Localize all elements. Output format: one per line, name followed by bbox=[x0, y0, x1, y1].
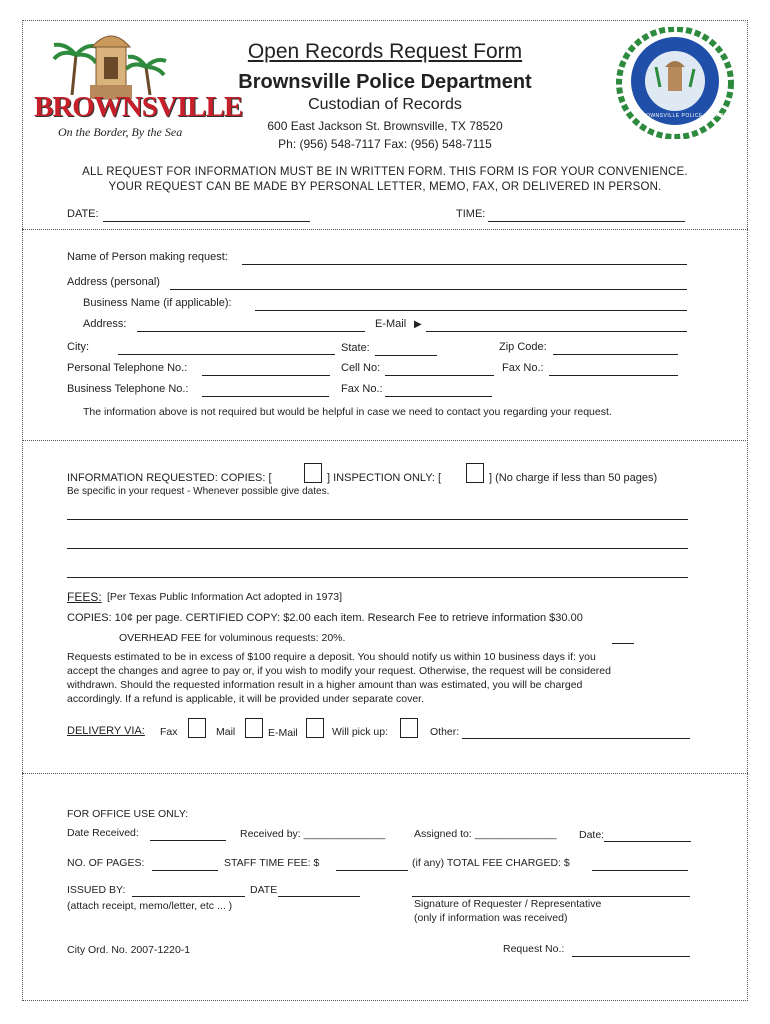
staff-fee-field[interactable] bbox=[336, 870, 408, 871]
office-date-label: Date: bbox=[579, 829, 605, 841]
personal-phone-label: Personal Telephone No.: bbox=[67, 362, 188, 374]
personal-address-label: Address (personal) bbox=[67, 276, 160, 288]
department-address: 600 East Jackson St. Brownsville, TX 78520 bbox=[267, 119, 503, 133]
personal-address-field[interactable] bbox=[170, 289, 687, 290]
info-requested-label-1: INFORMATION REQUESTED: COPIES: [ bbox=[67, 472, 272, 484]
pages-label: NO. OF PAGES: bbox=[67, 857, 145, 869]
business-address-field[interactable] bbox=[137, 331, 365, 332]
business-fax-field[interactable] bbox=[385, 396, 492, 397]
total-fee-field[interactable] bbox=[592, 870, 688, 871]
fees-paragraph-4: accordingly. If a refund is applicable, it will be provided under separate cover. bbox=[67, 693, 425, 705]
request-detail-line-2[interactable] bbox=[67, 548, 688, 549]
business-address-label: Address: bbox=[83, 318, 127, 330]
delivery-fax-label: Fax bbox=[160, 726, 178, 738]
received-by-label: Received by: ______________ bbox=[240, 828, 386, 840]
delivery-email-label: E-Mail bbox=[268, 727, 298, 739]
request-no-field[interactable] bbox=[572, 956, 690, 957]
request-detail-line-1[interactable] bbox=[67, 519, 688, 520]
copies-checkbox[interactable] bbox=[304, 463, 322, 483]
email-label: E-Mail bbox=[375, 318, 407, 330]
delivery-other-field[interactable] bbox=[462, 738, 690, 739]
signature-label: Signature of Requester / Representative bbox=[414, 898, 602, 910]
fees-paragraph-3: withdrawn. Should the requested information result in a higher amount than was estimated, you will be charged bbox=[67, 679, 583, 691]
requester-name-field[interactable] bbox=[242, 264, 687, 265]
state-field[interactable] bbox=[375, 355, 437, 356]
signature-note: (only if information was received) bbox=[414, 912, 568, 924]
date-label: DATE: bbox=[67, 208, 99, 220]
brownsville-logo bbox=[32, 25, 243, 143]
date-received-label: Date Received: bbox=[67, 827, 139, 839]
fees-paragraph-1: Requests estimated to be in excess of $100 require a deposit. You should notify us within 10 business days if: you bbox=[67, 651, 596, 663]
signature-field[interactable] bbox=[412, 896, 690, 897]
delivery-email-checkbox[interactable] bbox=[306, 718, 324, 738]
police-seal bbox=[616, 27, 744, 139]
fax-label: Fax No.: bbox=[502, 362, 544, 374]
issued-by-field[interactable] bbox=[132, 896, 245, 897]
issued-by-label: ISSUED BY: bbox=[67, 884, 126, 896]
business-fax-label: Fax No.: bbox=[341, 383, 383, 395]
request-detail-line-3[interactable] bbox=[67, 577, 688, 578]
logo-tagline: On the Border, By the Sea bbox=[58, 125, 183, 139]
inspection-checkbox[interactable] bbox=[466, 463, 484, 483]
date-received-field[interactable] bbox=[150, 840, 226, 841]
pages-field[interactable] bbox=[152, 870, 218, 871]
assigned-to-label: Assigned to: ______________ bbox=[414, 828, 557, 840]
delivery-pickup-checkbox[interactable] bbox=[400, 718, 418, 738]
cell-field[interactable] bbox=[385, 375, 494, 376]
info-requested-hint: Be specific in your request - Whenever possible give dates. bbox=[67, 486, 330, 497]
time-field[interactable] bbox=[488, 221, 685, 222]
issued-date-label: DATE bbox=[250, 884, 278, 896]
fees-paragraph-2: accept the changes and agree to pay or, if you wish to modify your request. Otherwise, the request will be considered bbox=[67, 665, 611, 677]
fees-overhead: OVERHEAD FEE for voluminous requests: 20%. bbox=[119, 632, 346, 644]
arrow-right-icon: ▶ bbox=[414, 319, 422, 330]
notice-line-2: YOUR REQUEST CAN BE MADE BY PERSONAL LETTER, MEMO, FAX, OR DELIVERED IN PERSON. bbox=[108, 181, 662, 193]
business-phone-label: Business Telephone No.: bbox=[67, 383, 189, 395]
city-label: City: bbox=[67, 341, 89, 353]
department-name: Brownsville Police Department bbox=[238, 71, 532, 93]
contact-note: The information above is not required but would be helpful in case we need to contact you regarding your request. bbox=[83, 406, 612, 418]
info-requested-label-3: ] (No charge if less than 50 pages) bbox=[489, 472, 658, 484]
delivery-mail-checkbox[interactable] bbox=[245, 718, 263, 738]
state-label: State: bbox=[341, 342, 370, 354]
office-use-heading: FOR OFFICE USE ONLY: bbox=[67, 808, 189, 820]
seal-text: BROWNSVILLE POLICE DEPARTMENT bbox=[638, 113, 744, 119]
date-field[interactable] bbox=[103, 221, 310, 222]
overhead-fee-field[interactable] bbox=[612, 643, 634, 644]
logo-city-name: BROWNSVILLE bbox=[34, 91, 243, 123]
custodian-title: Custodian of Records bbox=[308, 96, 462, 113]
fees-copies: COPIES: 10¢ per page. CERTIFIED COPY: $2.00 each item. Research Fee to retrieve information $30.00 bbox=[67, 612, 583, 624]
cell-label: Cell No: bbox=[341, 362, 381, 374]
personal-phone-field[interactable] bbox=[202, 375, 330, 376]
zip-field[interactable] bbox=[553, 354, 678, 355]
fees-act: [Per Texas Public Information Act adopted in 1973] bbox=[107, 591, 343, 603]
section-divider bbox=[22, 773, 748, 774]
department-phone: Ph: (956) 548-7117 Fax: (956) 548-7115 bbox=[278, 137, 492, 151]
issued-date-field[interactable] bbox=[278, 896, 360, 897]
staff-fee-label: STAFF TIME FEE: $ bbox=[224, 857, 320, 869]
business-phone-field[interactable] bbox=[202, 396, 329, 397]
section-divider bbox=[22, 440, 748, 441]
section-divider bbox=[22, 229, 748, 230]
fees-label: FEES: bbox=[67, 590, 102, 604]
zip-label: Zip Code: bbox=[499, 341, 547, 353]
email-field[interactable] bbox=[426, 331, 687, 332]
delivery-other-label: Other: bbox=[430, 726, 460, 738]
delivery-pickup-label: Will pick up: bbox=[332, 726, 389, 738]
fax-field[interactable] bbox=[549, 375, 678, 376]
notice-line-1: ALL REQUEST FOR INFORMATION MUST BE IN WRITTEN FORM. THIS FORM IS FOR YOUR CONVENIENCE. bbox=[82, 166, 688, 178]
requester-name-label: Name of Person making request: bbox=[67, 251, 228, 263]
city-ordinance: City Ord. No. 2007-1220-1 bbox=[67, 944, 191, 956]
delivery-fax-checkbox[interactable] bbox=[188, 718, 206, 738]
office-date-field[interactable] bbox=[604, 841, 691, 842]
delivery-label: DELIVERY VIA: bbox=[67, 725, 145, 737]
total-fee-label: (if any) TOTAL FEE CHARGED: $ bbox=[412, 857, 570, 869]
time-label: TIME: bbox=[456, 208, 486, 220]
info-requested-label-2: ] INSPECTION ONLY: [ bbox=[327, 472, 442, 484]
police-seal-icon bbox=[616, 27, 734, 139]
business-name-field[interactable] bbox=[255, 310, 687, 311]
delivery-mail-label: Mail bbox=[216, 726, 236, 738]
form-title: Open Records Request Form bbox=[247, 40, 523, 63]
city-field[interactable] bbox=[118, 354, 335, 355]
attach-note: (attach receipt, memo/letter, etc ... ) bbox=[67, 900, 233, 912]
request-no-label: Request No.: bbox=[503, 943, 565, 955]
business-name-label: Business Name (if applicable): bbox=[83, 297, 232, 309]
